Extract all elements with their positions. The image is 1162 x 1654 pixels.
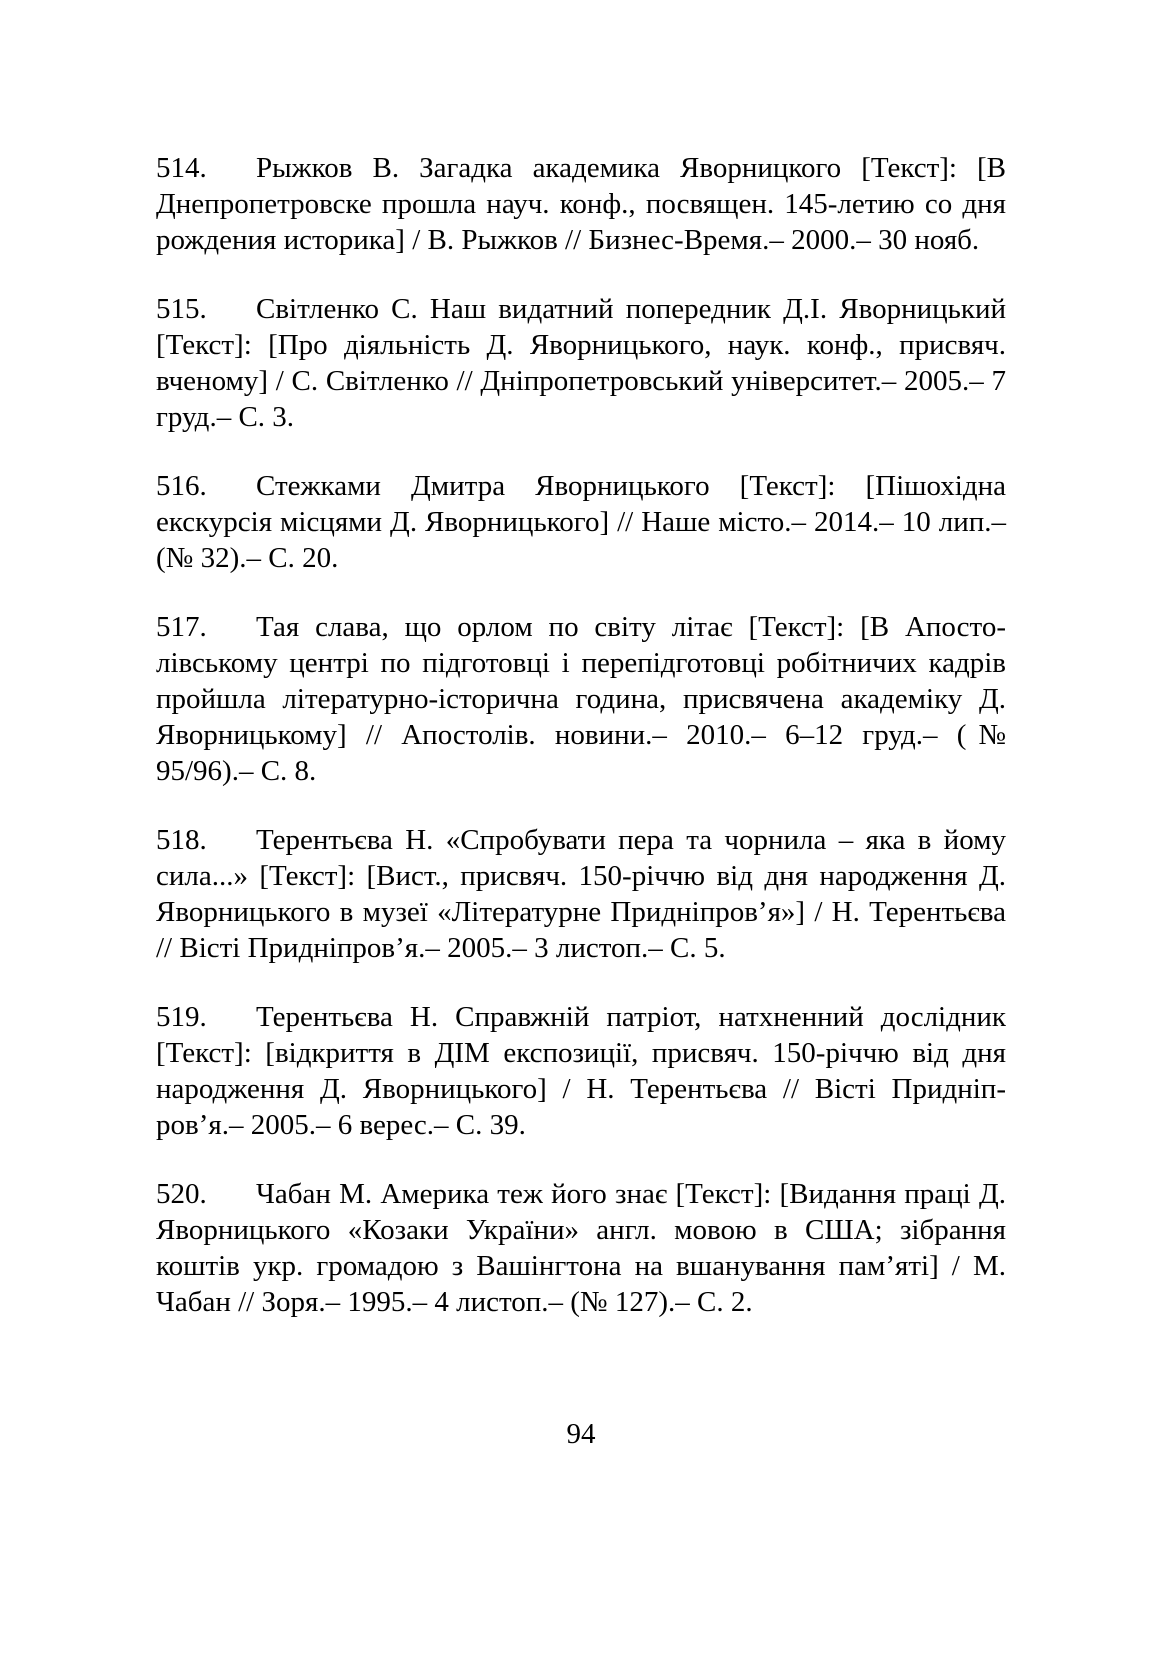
entry-number: 520. <box>156 1178 207 1210</box>
entry-text: Світленко С. Наш видатний попередник Д.І. Яворницький [Текст]: [Про діяльність Д. Яворницького, наук. конф., присвяч. вченому] / С. Світленко // Дніпропетровський університет.– 2005.– 7 груд.– С. 3. <box>156 293 1006 433</box>
entry-text: Стежками Дмитра Яворницького [Текст]: [Пішохідна екскурсія місцями Д. Яворницького] // Наше місто.– 2014.– 10 лип.– (№ 32).– С. 20. <box>156 470 1006 574</box>
bibliography-entry <box>156 822 1006 966</box>
entry-number: 515. <box>156 293 207 325</box>
entry-text: Тая слава, що орлом по світу літає [Текст]: [В Апостолівському центрі по підготовці і перепідготовці робітничих кадрів пройшла літературно-історична година, присвячена академіку Д. Яворницькому] // Апостолів. новини.– 2010.– 6–12 груд.– (№ 95/96).– С. 8. <box>156 611 1006 787</box>
page-number: 94 <box>566 1418 596 1450</box>
entry-number: 517. <box>156 611 207 643</box>
bibliography-entry <box>156 609 1006 789</box>
entry-text: Терентьєва Н. «Спробувати пера та чорнила – яка в йому сила...» [Текст]: [Вист., присвяч. 150-річчю від дня народження Д. Яворницького в музеї «Літературне Придніпров’я»] / Н. Терентьєва // Вісті Придніпров’я.– 2005.– 3 листоп.– С. 5. <box>156 824 1006 964</box>
bibliography-entry <box>156 999 1006 1143</box>
bibliography-entry <box>156 1176 1006 1320</box>
entry-number: 514. <box>156 152 207 184</box>
entry-number: 518. <box>156 824 207 856</box>
entry-text: Терентьєва Н. Справжній патріот, натхненний дослідник [Текст]: [відкриття в ДІМ експозиції, присвяч. 150-річчю від дня народження Д. Яворницького] / Н. Терентьєва // Вісті Придніпров’я.– 2005.– 6 верес.– С. 39. <box>156 1001 1006 1141</box>
bibliography-list <box>156 150 1006 1353</box>
entry-number: 516. <box>156 470 207 502</box>
entry-number: 519. <box>156 1001 207 1033</box>
entry-text: Чабан М. Америка теж його знає [Текст]: [Видання праці Д. Яворницького «Козаки України» англ. мовою в США; зібрання коштів укр. громадою з Вашінгтона на вшанування пам’яті] / М. Чабан // Зоря.– 1995.– 4 листоп.– (№ 127).– С. 2. <box>156 1178 1006 1318</box>
entry-text: Рыжков В. Загадка академика Яворницкого [Текст]: [В Днепропетровске прошла науч. конф., посвящен. 145-летию со дня рождения историка] / В. Рыжков // Бизнес-Время.– 2000.– 30 нояб. <box>156 152 1006 256</box>
bibliography-entry <box>156 468 1006 576</box>
bibliography-entry <box>156 291 1006 435</box>
bibliography-entry <box>156 150 1006 258</box>
